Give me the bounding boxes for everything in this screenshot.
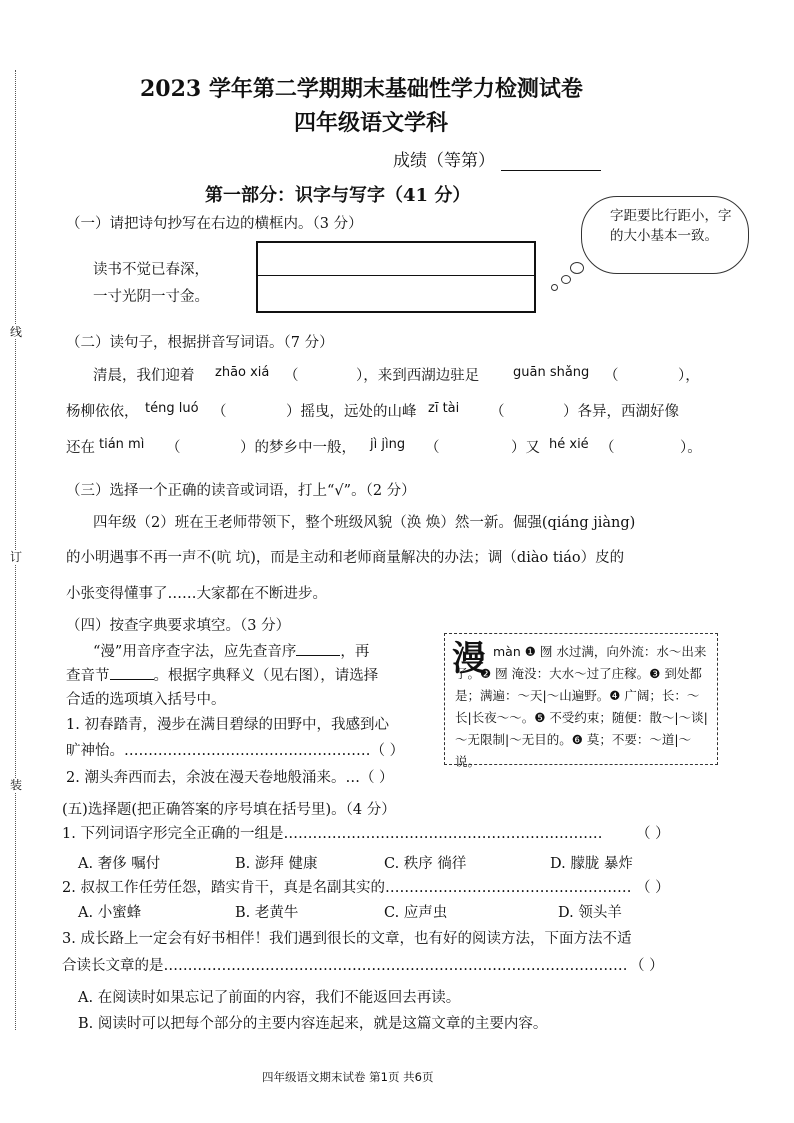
- paren-open[interactable]: （: [604, 368, 619, 384]
- bubble-dot: [551, 284, 558, 291]
- paren-open[interactable]: （: [166, 440, 181, 456]
- q5-option[interactable]: C. 应声虫: [384, 905, 448, 921]
- q4-item-1: 1. 初春踏青，漫步在满目碧绿的田野中，我感到心: [66, 717, 389, 733]
- binding-char-zhuang: 装: [9, 778, 22, 792]
- paren-open[interactable]: （: [600, 440, 615, 456]
- q4-text: 。根据字典释义（见右图），请选择: [153, 668, 379, 684]
- q4-line-2: [66, 664, 378, 685]
- binding-char-xian: 线: [9, 325, 22, 339]
- bubble-dot: [570, 262, 584, 274]
- q4-text: “漫”用音序查字法，应先查音序: [93, 644, 297, 660]
- q4-text: 查音节: [66, 668, 110, 684]
- q3-line-1: 四年级（2）班在王老师带领下，整个班级风貌（涣 焕）然一新。倔强(qiáng jiàng): [93, 515, 636, 531]
- q2-text-3: ），: [678, 368, 700, 384]
- pinyin-tengluo: téng luó: [145, 401, 199, 416]
- pinyin-guanshang: guān shǎng: [513, 365, 590, 380]
- q2-text-6: ）各异，西湖好像: [563, 404, 679, 420]
- q5-stem-3a: 3. 成长路上一定会有好书相伴！我们遇到很长的文章，也有好的阅读方法，下面方法不适: [62, 931, 632, 947]
- bubble-text: 字距要比行距小，字的大小基本一致。: [610, 208, 732, 244]
- pinyin-zhaoxia: zhāo xiá: [215, 365, 270, 380]
- q2-text-2: ），来到西湖边驻足: [356, 368, 480, 384]
- pinyin-hexie: hé xié: [549, 437, 589, 452]
- q4-item-1-cont: 旷神怡。……………………………………………（ ）: [66, 743, 405, 759]
- dictionary-headword: 漫: [452, 639, 486, 679]
- q5-option[interactable]: B. 老黄牛: [235, 905, 299, 921]
- dictionary-definition: màn ❶ 囫 水过满，向外流：水～出来了。❷ 囫 淹没：大水～过了庄稼。❸ 到处都是；满遍：～天|～山遍野。❹ 广阔；长：～长|长夜～～。❺ 不受约束；随便：散～|～谈|～无限制|～无目的。❻ 莫；不要：～道|～说。: [455, 644, 708, 769]
- q4-item-2: 2. 潮头奔西而去，余波在漫天卷地般涌来。…（ ）: [66, 770, 394, 786]
- q1-title: （一）请把诗句抄写在右边的横框内。（3 分）: [66, 216, 363, 232]
- poem-line-1: 读书不觉已春深，: [93, 262, 209, 278]
- q2-text-4: 杨柳依依，: [66, 404, 139, 420]
- pinyin-tianmi: tián mì: [99, 437, 145, 452]
- answer-paren[interactable]: （ ）: [636, 826, 670, 842]
- q2-text-7: 还在: [66, 440, 95, 456]
- q2-title: （二）读句子，根据拼音写词语。（7 分）: [66, 335, 334, 351]
- exam-subtitle: 四年级语文学科: [294, 110, 449, 136]
- paren-open[interactable]: （: [284, 368, 299, 384]
- paren-open[interactable]: （: [425, 440, 440, 456]
- q3-line-3: 小张变得懂事了……大家都在不断进步。: [66, 586, 327, 602]
- q5-title: (五)选择题(把正确答案的序号填在括号里)。（4 分）: [62, 802, 396, 818]
- q2-text-9: ）又: [511, 440, 540, 456]
- q3-line-2: 的小明遇事不再一声不(吭 坑)，而是主动和老师商量解决的办法；调（diào tiáo）皮的: [66, 550, 625, 566]
- paren-open[interactable]: （: [490, 404, 505, 420]
- bubble-dot: [561, 275, 571, 284]
- q5-option[interactable]: A. 奢侈 嘱付: [78, 856, 161, 872]
- q4-text: ，再: [340, 644, 370, 660]
- exam-title: 2023 学年第二学期期末基础性学力检测试卷: [140, 76, 583, 102]
- q4-line-3: 合适的选项填入括号中。: [66, 692, 226, 708]
- blank-yinjie[interactable]: [110, 667, 154, 680]
- poem-line-2: 一寸光阴一寸金。: [93, 289, 209, 305]
- copy-box-divider: [258, 275, 534, 276]
- pinyin-jijing: jì jìng: [370, 437, 406, 452]
- q4-line-1: [93, 640, 369, 661]
- q2-text-8: ）的梦乡中一般，: [240, 440, 356, 456]
- answer-paren[interactable]: （ ）: [636, 880, 670, 896]
- paren-open[interactable]: （: [212, 404, 227, 420]
- q2-text-5: ）摇曳，远处的山峰: [286, 404, 417, 420]
- page-footer: 四年级语文期末试卷 第1页 共6页: [262, 1070, 434, 1084]
- score-label: 成绩（等第）: [393, 151, 495, 171]
- q5-stem-3b: 合读长文章的是……………………………………………………………………………………: [62, 958, 628, 974]
- blank-yinxu[interactable]: [296, 643, 340, 656]
- q2-text-1: 清晨，我们迎着: [93, 368, 195, 384]
- part1-title: 第一部分：识字与写字（41 分）: [205, 185, 471, 206]
- score-field[interactable]: [393, 146, 601, 171]
- q5-option[interactable]: B. 澎拜 健康: [235, 856, 318, 872]
- binding-char-ding: 订: [9, 550, 22, 564]
- q5-stem-2: 2. 叔叔工作任劳任怨，踏实肯干，真是名副其实的……………………………………………: [62, 880, 632, 896]
- copy-writing-box[interactable]: [256, 241, 536, 313]
- q5-stem-1: 1. 下列词语字形完全正确的一组是…………………………………………………………: [62, 826, 603, 842]
- q2-text-10: ）。: [680, 440, 702, 456]
- q5-option[interactable]: D. 朦胧 暴炸: [550, 856, 633, 872]
- score-blank[interactable]: [501, 152, 601, 171]
- q5-option[interactable]: B. 阅读时可以把每个部分的主要内容连起来，就是这篇文章的主要内容。: [78, 1016, 548, 1032]
- q3-title: （三）选择一个正确的读音或词语，打上“√”。（2 分）: [66, 483, 416, 499]
- q5-option[interactable]: D. 领头羊: [558, 905, 622, 921]
- q5-option[interactable]: A. 在阅读时如果忘记了前面的内容，我们不能返回去再读。: [78, 990, 461, 1006]
- q5-option[interactable]: C. 秩序 徜徉: [384, 856, 467, 872]
- pinyin-zitai: zī tài: [428, 401, 460, 416]
- q5-option[interactable]: A. 小蜜蜂: [78, 905, 142, 921]
- answer-paren[interactable]: （ ）: [630, 958, 664, 974]
- q4-title: （四）按查字典要求填空。（3 分）: [66, 618, 291, 634]
